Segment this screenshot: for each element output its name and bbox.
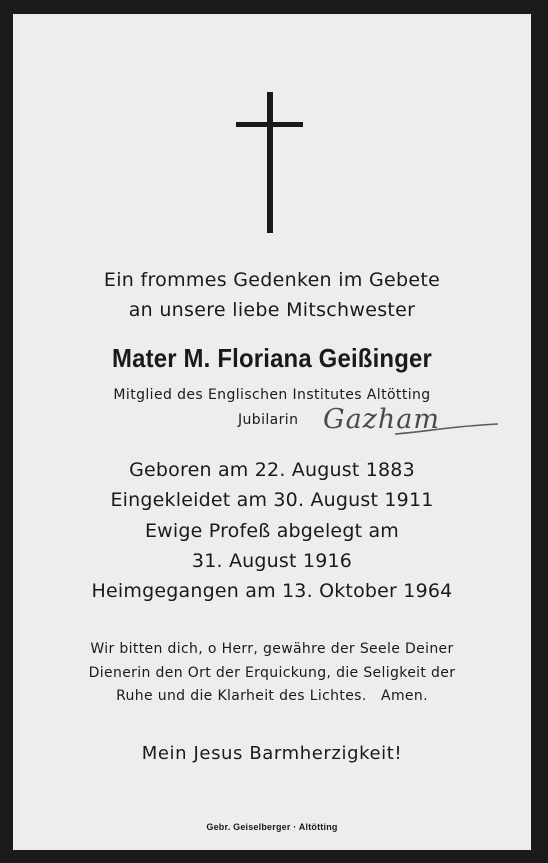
deceased-name: Mater M. Floriana Geißinger	[112, 343, 432, 373]
printer-imprint: Gebr. Geiselberger · Altötting	[206, 822, 338, 832]
intro-line-2: an unsere liebe Mitschwester	[128, 299, 416, 321]
cross-vertical-bar	[267, 92, 273, 233]
date-died: Heimgegangen am 13. Oktober 1964	[91, 580, 453, 602]
closing-invocation: Mein Jesus Barmherzigkeit!	[141, 743, 403, 764]
prayer-line-2: Dienerin den Ort der Erquickung, die Seligkeit der	[88, 665, 456, 681]
date-clothed: Eingekleidet am 30. August 1911	[110, 489, 434, 511]
prayer-line-1: Wir bitten dich, o Herr, gewähre der Seele Deiner	[90, 641, 454, 657]
date-profession-label: Ewige Profeß abgelegt am	[144, 520, 400, 542]
handwritten-note: Gazham	[323, 404, 440, 435]
intro-line-1: Ein frommes Gedenken im Gebete	[103, 269, 441, 291]
institute-subtitle: Mitglied des Englischen Institutes Altötting	[113, 387, 431, 403]
date-born: Geboren am 22. August 1883	[129, 459, 415, 481]
prayer-line-3: Ruhe und die Klarheit des Lichtes. Amen.	[116, 688, 428, 704]
signature-flourish	[393, 422, 503, 444]
memorial-card	[13, 14, 531, 850]
jubilee-label: Jubilarin	[238, 412, 299, 428]
jubilee-row	[13, 404, 531, 448]
date-profession: 31. August 1916	[191, 550, 353, 572]
cross-horizontal-bar	[236, 122, 303, 127]
